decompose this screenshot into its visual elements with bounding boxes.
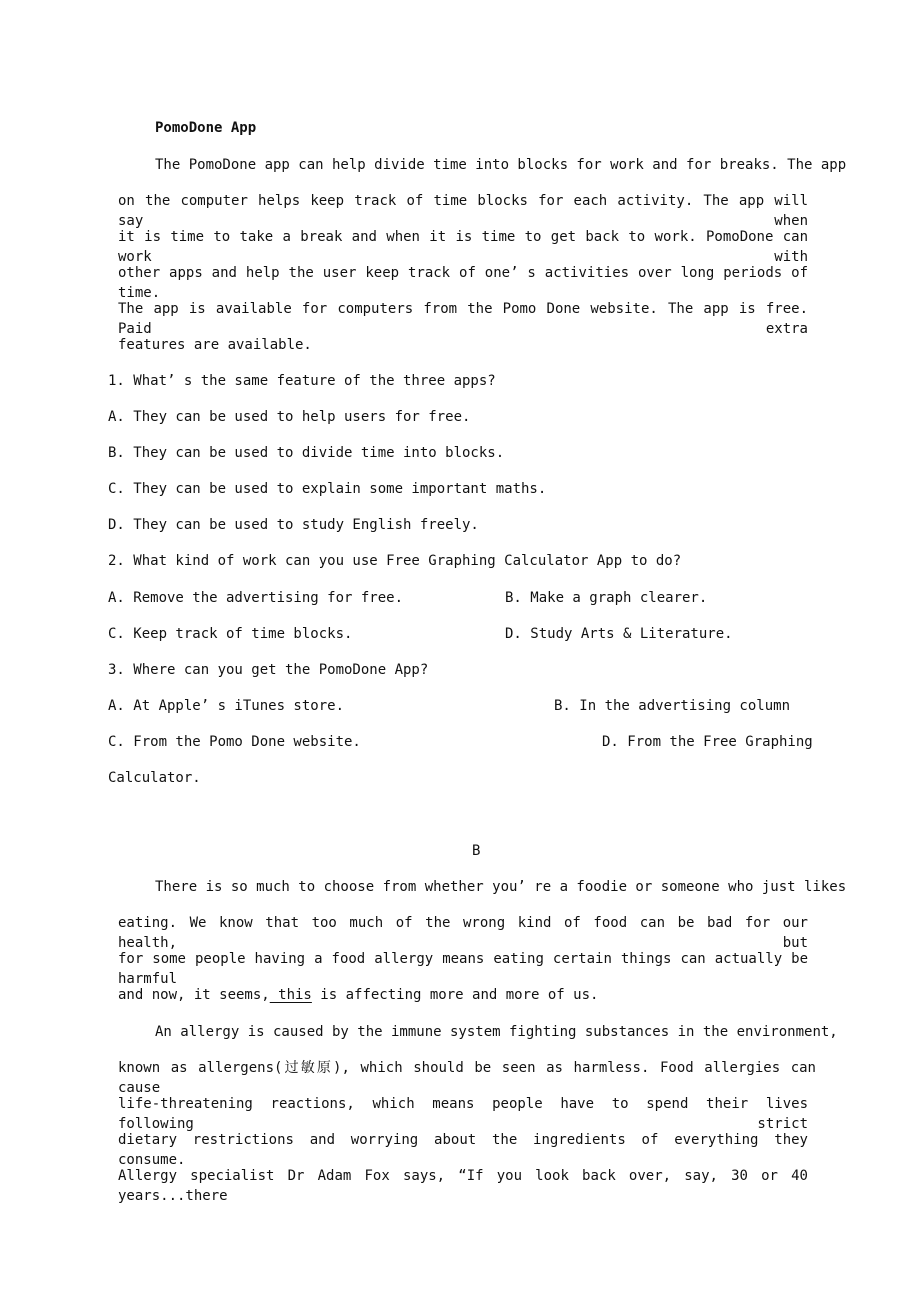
paragraph-line: other apps and help the user keep track of one’ s activities over long periods of time. — [118, 265, 808, 301]
question-stem: 2. What kind of work can you use Free Graphing Calculator App to do? — [108, 553, 682, 569]
answer-option: B. Make a graph clearer. — [505, 590, 708, 606]
answer-option: B. They can be used to divide time into blocks. — [108, 445, 505, 461]
text-segment: and now, it seems, — [118, 987, 270, 1003]
paragraph-line: There is so much to choose from whether you’ re a foodie or someone who just likes — [155, 879, 847, 895]
paragraph-line: features are available. — [118, 337, 312, 353]
answer-option: D. Study Arts & Literature. — [505, 626, 733, 642]
paragraph-line: known as allergens(过敏原), which should be seen as harmless. Food allergies can cause — [118, 1060, 816, 1096]
paragraph-line — [118, 985, 598, 1005]
question-stem: 3. Where can you get the PomoDone App? — [108, 662, 429, 678]
section-heading: B — [472, 843, 481, 859]
paragraph-line: The app is available for computers from the Pomo Done website. The app is free. Paid extra — [118, 301, 808, 337]
paragraph-line: dietary restrictions and worrying about the ingredients of everything they consume. — [118, 1132, 808, 1168]
paragraph-line: for some people having a food allergy means eating certain things can actually be harmful — [118, 951, 808, 987]
paragraph-line: life-threatening reactions, which means people have to spend their lives following strict — [118, 1096, 808, 1132]
answer-option: C. Keep track of time blocks. — [108, 626, 353, 642]
paragraph-line: on the computer helps keep track of time blocks for each activity. The app will say when — [118, 193, 808, 229]
answer-option: A. At Apple’ s iTunes store. — [108, 698, 345, 714]
answer-option: A. Remove the advertising for free. — [108, 590, 404, 606]
paragraph-line: The PomoDone app can help divide time into blocks for work and for breaks. The app — [155, 157, 847, 173]
answer-option: A. They can be used to help users for free. — [108, 409, 471, 425]
answer-option: D. From the Free Graphing — [602, 734, 813, 750]
answer-option: B. In the advertising column — [554, 698, 791, 714]
answer-option: C. They can be used to explain some important maths. — [108, 481, 547, 497]
paragraph-line: eating. We know that too much of the wrong kind of food can be bad for our health, but — [118, 915, 808, 951]
underlined-word: this — [269, 987, 312, 1003]
text-segment: is affecting more and more of us. — [311, 987, 599, 1003]
paragraph-line: Allergy specialist Dr Adam Fox says, “If you look back over, say, 30 or 40 years...there — [118, 1168, 808, 1204]
paragraph-line: An allergy is caused by the immune system fighting substances in the environment, — [155, 1024, 838, 1040]
answer-option-continuation: Calculator. — [108, 770, 201, 786]
section-title: PomoDone App — [155, 120, 257, 136]
paragraph-line: it is time to take a break and when it is time to get back to work. PomoDone can work with — [118, 229, 808, 265]
answer-option: D. They can be used to study English freely. — [108, 517, 479, 533]
question-stem: 1. What’ s the same feature of the three apps? — [108, 373, 496, 389]
answer-option: C. From the Pomo Done website. — [108, 734, 361, 750]
